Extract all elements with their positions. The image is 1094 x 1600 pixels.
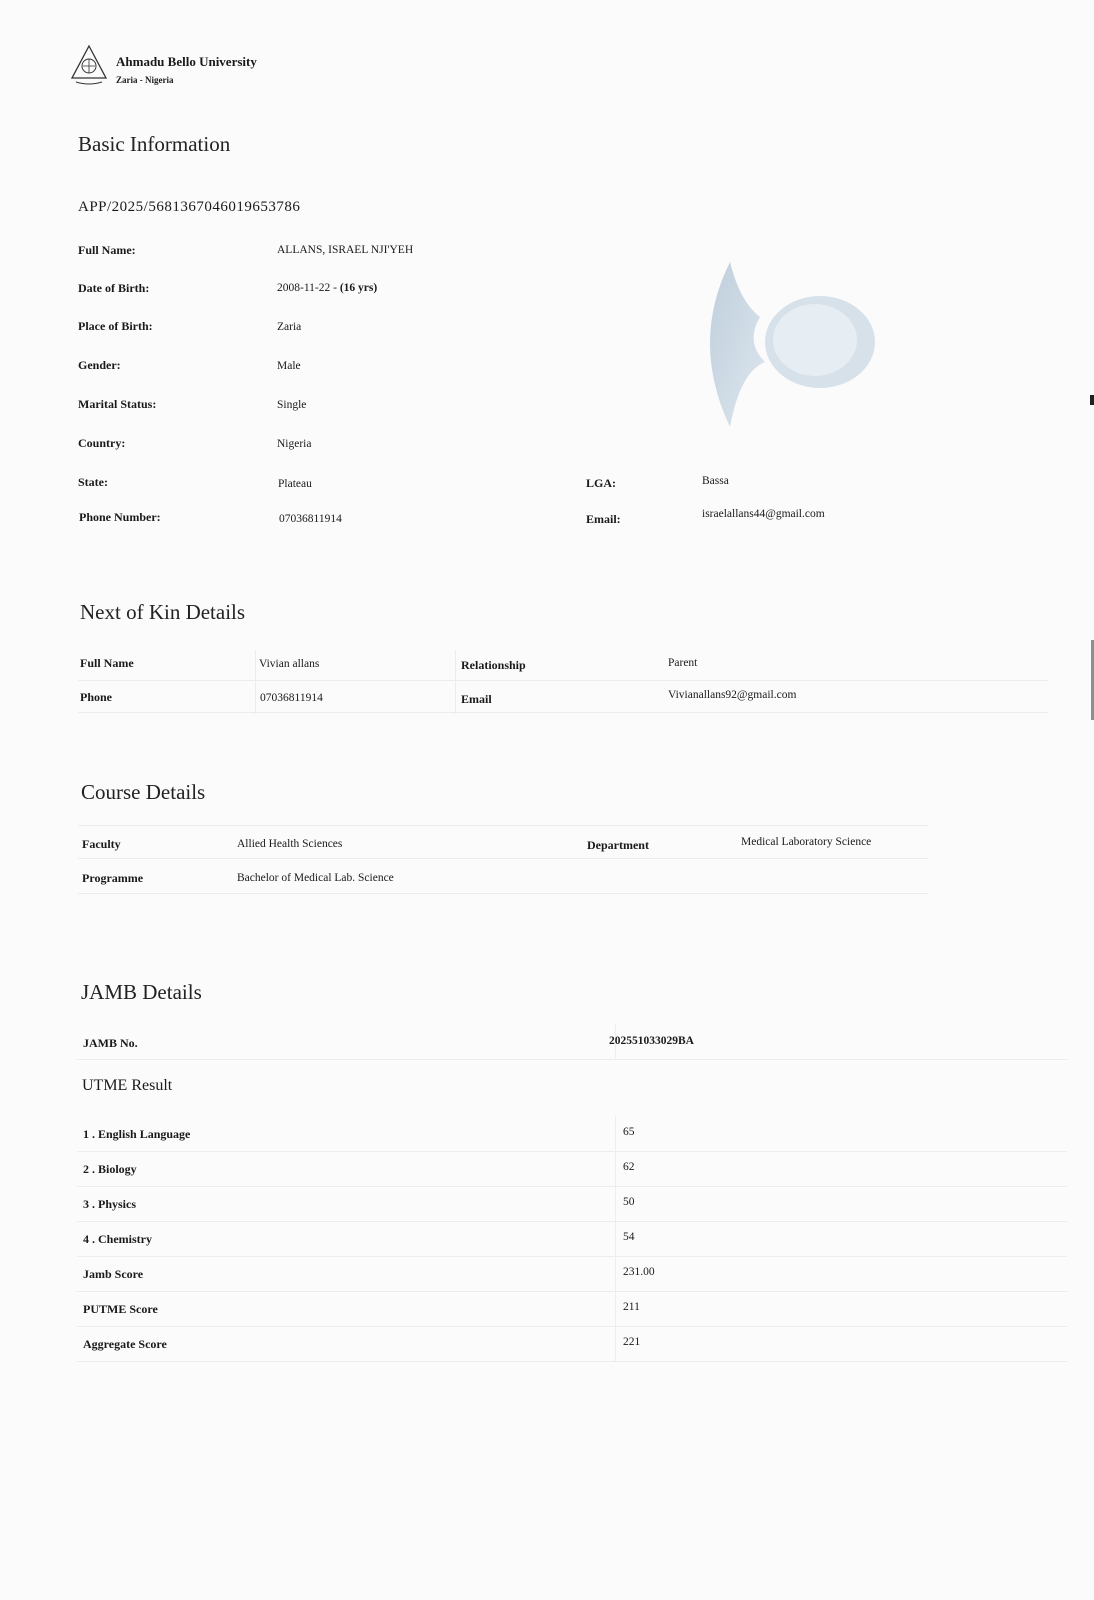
aggregate-score-value: 221 [623, 1336, 641, 1348]
result-col-divider [615, 1186, 616, 1221]
kin-col-divider [255, 650, 256, 714]
course-row-divider [78, 858, 928, 859]
subject-label: 4 . Chemistry [83, 1232, 152, 1246]
utme-result-row [77, 1221, 1067, 1257]
jamb-score-row [77, 1256, 1067, 1292]
putme-score-row [77, 1291, 1067, 1327]
programme-value: Bachelor of Medical Lab. Science [237, 872, 394, 884]
putme-score-label: PUTME Score [83, 1302, 158, 1316]
subject-score: 65 [623, 1126, 635, 1138]
passport-photo [705, 262, 895, 432]
utme-result-row [77, 1186, 1067, 1222]
subject-score: 54 [623, 1231, 635, 1243]
state-label: State: [78, 475, 108, 489]
university-crest-icon [68, 44, 110, 86]
result-col-divider [615, 1221, 616, 1256]
department-label: Department [587, 838, 649, 852]
kin-email-value: Vivianallans92@gmail.com [668, 689, 797, 701]
country-label: Country: [78, 436, 126, 450]
subject-label: 2 . Biology [83, 1162, 137, 1176]
result-col-divider [615, 1291, 616, 1326]
place-of-birth-value: Zaria [277, 321, 302, 333]
marital-status-label: Marital Status: [78, 397, 157, 411]
utme-result-title: UTME Result [82, 1077, 173, 1094]
jamb-number-value: 202551033029BA [609, 1035, 694, 1047]
jamb-number-row [77, 1024, 1067, 1060]
jamb-score-label: Jamb Score [83, 1267, 144, 1281]
kin-row-divider [78, 680, 1048, 681]
result-col-divider [615, 1326, 616, 1361]
kin-relationship-label: Relationship [461, 658, 526, 672]
email-label: Email: [586, 512, 621, 526]
result-col-divider [615, 1256, 616, 1291]
faculty-label: Faculty [82, 837, 121, 851]
subject-label: 3 . Physics [83, 1197, 137, 1211]
subject-label: 1 . English Language [83, 1127, 191, 1141]
faculty-value: Allied Health Sciences [237, 838, 343, 850]
kin-email-label: Email [461, 692, 492, 706]
state-value: Plateau [278, 478, 312, 490]
result-col-divider [615, 1116, 616, 1151]
kin-full-name-value: Vivian allans [259, 658, 320, 670]
course-row-divider [78, 893, 928, 894]
dob-age: (16 yrs) [339, 282, 378, 294]
aggregate-score-row [77, 1326, 1067, 1362]
lga-value: Bassa [702, 475, 729, 487]
aggregate-score-label: Aggregate Score [83, 1337, 167, 1351]
department-value: Medical Laboratory Science [741, 836, 872, 848]
phone-number-value: 07036811914 [279, 513, 342, 525]
email-value: israelallans44@gmail.com [702, 508, 825, 520]
lga-label: LGA: [586, 476, 616, 490]
next-of-kin-title: Next of Kin Details [80, 600, 246, 624]
place-of-birth-label: Place of Birth: [78, 319, 153, 333]
kin-row-divider [78, 712, 1048, 713]
programme-label: Programme [82, 871, 144, 885]
full-name-value: ALLANS, ISRAEL NJI'YEH [277, 244, 414, 256]
utme-result-row [77, 1116, 1067, 1152]
subject-score: 50 [623, 1196, 635, 1208]
utme-result-row [77, 1151, 1067, 1187]
country-value: Nigeria [277, 438, 312, 450]
course-details-title: Course Details [81, 780, 206, 804]
subject-score: 62 [623, 1161, 635, 1173]
gender-label: Gender: [78, 358, 121, 372]
full-name-label: Full Name: [78, 243, 136, 257]
putme-score-value: 211 [623, 1301, 640, 1313]
dob-value [277, 282, 377, 294]
gender-value: Male [277, 360, 301, 372]
scan-edge-mark [1090, 395, 1094, 405]
kin-full-name-label: Full Name [80, 656, 134, 670]
university-location: Zaria - Nigeria [116, 75, 174, 85]
phone-number-label: Phone Number: [79, 510, 161, 524]
kin-phone-value: 07036811914 [260, 692, 323, 704]
jamb-details-title: JAMB Details [81, 980, 202, 1004]
kin-phone-label: Phone [80, 690, 113, 704]
university-header [68, 44, 328, 94]
kin-col-divider [455, 650, 456, 714]
application-number: APP/2025/5681367046019653786 [78, 199, 301, 215]
applicant-photo-image [705, 262, 895, 432]
university-name: Ahmadu Bello University [116, 54, 257, 69]
result-col-divider [615, 1151, 616, 1186]
course-row-divider [78, 825, 928, 826]
kin-relationship-value: Parent [668, 657, 698, 669]
jamb-score-value: 231.00 [623, 1266, 655, 1278]
dob-label: Date of Birth: [78, 281, 150, 295]
jamb-number-label: JAMB No. [83, 1036, 138, 1050]
dob-date: 2008-11-22 - [277, 282, 337, 294]
basic-info-title: Basic Information [78, 132, 231, 156]
marital-status-value: Single [277, 399, 307, 411]
